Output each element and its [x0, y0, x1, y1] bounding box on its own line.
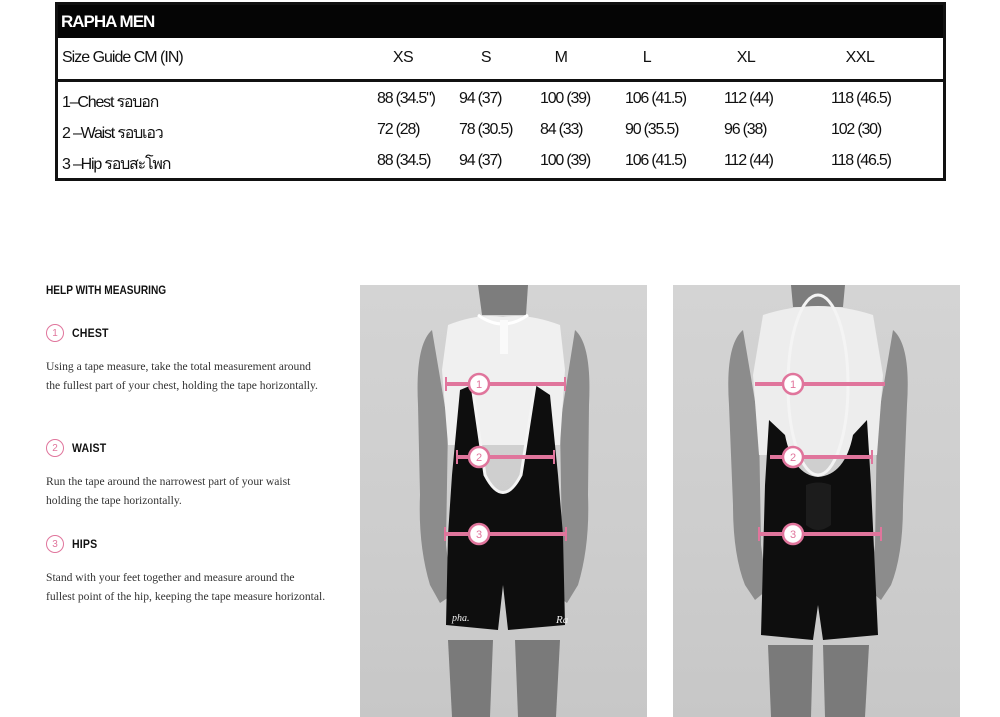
step-chest [46, 323, 326, 395]
step-label: CHEST [72, 326, 109, 340]
size-xxl: XXL [845, 49, 875, 66]
cell: 96 (38) [724, 121, 767, 138]
number-2-icon: 2 [46, 439, 64, 457]
marker-1-icon [783, 374, 803, 394]
cell: 118 (46.5) [831, 152, 891, 169]
marker-3-icon [783, 524, 803, 544]
back-view-photo [673, 285, 960, 717]
marker-1-icon [469, 374, 489, 394]
size-xs: XS [392, 49, 414, 66]
header-label: Size Guide CM (IN) [62, 49, 183, 66]
step-text: Run the tape around the narrowest part of your waist holding the tape horizontally. [46, 475, 291, 507]
brand-logo-left: pha. [452, 613, 470, 624]
svg-text:3: 3 [475, 529, 483, 541]
cell: 94 (37) [459, 152, 502, 169]
size-guide-table [55, 2, 946, 181]
svg-text:1: 1 [789, 379, 797, 391]
help-heading: HELP WITH MEASURING [46, 285, 167, 297]
step-hips [46, 534, 326, 606]
cell: 102 (30) [831, 121, 881, 138]
number-3-icon: 3 [46, 535, 64, 553]
cell: 94 (37) [459, 90, 502, 107]
cell: 106 (41.5) [625, 152, 686, 169]
step-text: Using a tape measure, take the total measurement around the fullest part of your chest, holding the tape horizontally. [46, 360, 318, 392]
table-title: RAPHA MEN [58, 5, 943, 38]
cell: 112 (44) [724, 90, 773, 107]
cell: 72 (28) [377, 121, 420, 138]
cell: 100 (39) [540, 90, 590, 107]
table-row-chest [58, 85, 943, 116]
marker-2-icon [469, 447, 489, 467]
back-figure-illustration [673, 285, 960, 717]
cell: 112 (44) [724, 152, 773, 169]
cell: 88 (34.5") [377, 90, 435, 107]
step-text: Stand with your feet together and measure around the fullest point of the hip, keeping the tape measure horizontal. [46, 571, 326, 603]
front-figure-illustration [360, 285, 647, 717]
front-view-photo [360, 285, 647, 717]
cell: 84 (33) [540, 121, 583, 138]
step-label: WAIST [72, 441, 107, 455]
step-waist [46, 438, 326, 510]
cell: 78 (30.5) [459, 121, 513, 138]
brand-logo-right: Ra [556, 614, 569, 626]
svg-text:2: 2 [789, 452, 797, 464]
cell: 88 (34.5) [377, 152, 431, 169]
svg-text:1: 1 [475, 379, 483, 391]
cell: 118 (46.5) [831, 90, 891, 107]
svg-text:3: 3 [789, 529, 797, 541]
row-label: 3 –Hip รอบสะโพก [62, 156, 171, 173]
size-m: M [554, 49, 568, 66]
row-label: 1–Chest รอบอก [62, 94, 159, 111]
size-xl: XL [736, 49, 756, 66]
table-row-hip [58, 147, 943, 178]
svg-text:2: 2 [475, 452, 483, 464]
number-1-icon: 1 [46, 324, 64, 342]
cell: 100 (39) [540, 152, 590, 169]
cell: 90 (35.5) [625, 121, 679, 138]
marker-2-icon [783, 447, 803, 467]
size-l: L [642, 49, 652, 66]
cell: 106 (41.5) [625, 90, 686, 107]
table-row-waist [58, 116, 943, 147]
row-label: 2 –Waist รอบเอว [62, 125, 163, 142]
table-header-row [58, 38, 943, 82]
marker-3-icon [469, 524, 489, 544]
size-s: S [480, 49, 492, 66]
step-label: HIPS [72, 537, 98, 551]
